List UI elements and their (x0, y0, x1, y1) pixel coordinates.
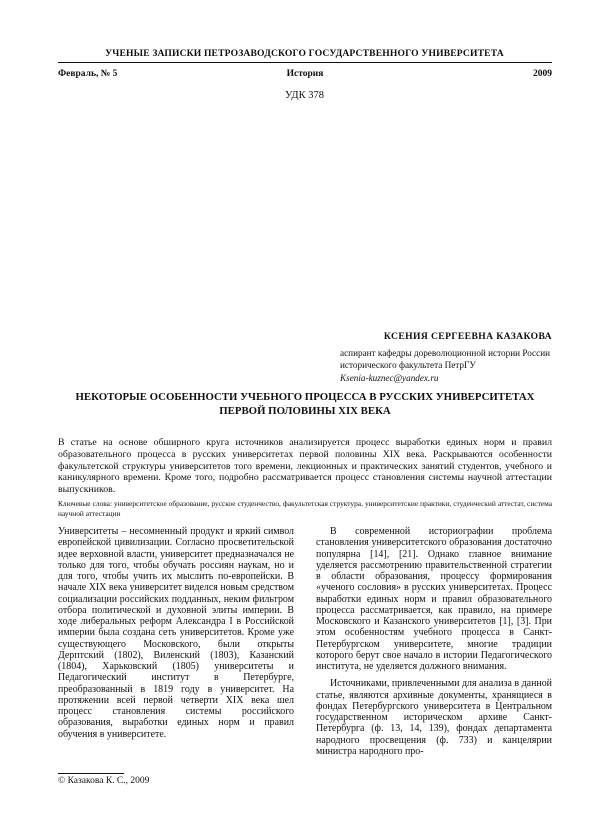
journal-title: УЧЕНЫЕ ЗАПИСКИ ПЕТРОЗАВОДСКОГО ГОСУДАРСТВЕННОГО УНИВЕРСИТЕТА (105, 48, 504, 59)
issue-number: Февраль, № 5 (58, 69, 118, 79)
article-title-line-2: ПЕРВОЙ ПОЛОВИНЫ XIX ВЕКА (219, 405, 391, 417)
article-title (58, 390, 552, 418)
author-block (340, 331, 552, 384)
author-email: Ksenia-kuznec@yandex.ru (340, 372, 439, 383)
body-paragraph: Источниками, привлеченными для анализа в данной статье, являются архивные документы, хранящиеся в фондах Петербургского университета в Центральном государственном историческом архиве Санкт-Петербурга (ф. 13, 14, 139), фондах департамента народного просвещения (ф. 733) и канцелярии министра народного про- (316, 678, 552, 757)
body-paragraph: В современной историографии проблема становления университетского образования достаточно популярна [14], [21]. Однако главное внимание уделяется рассмотрению правительственной стратегии в области образования, процессу формирования «ученого сословия» в русских университетах. Процесс выработки единых норм и правил образовательного процесса рассматривается, как правило, на примере Московского и Казанского университетов [1], [3]. При этом особенностям учебного процесса в Санкт-Петербургском университете, многие традиции которого берут свое начало в истории Педагогического института, не уделяется должного внимания. (316, 526, 552, 672)
keywords: Ключевые слова: университетское образование, русское студенчество, факультетская структура, университетские практики, студенческий аттестат, система научной аттестации (58, 499, 552, 518)
section-name: История (286, 69, 324, 79)
udk-code: УДК 378 (285, 90, 324, 101)
copyright-notice: © Казакова К. С., 2009 (58, 776, 150, 786)
footnote-rule (58, 773, 124, 774)
author-name: КСЕНИЯ СЕРГЕЕВНА КАЗАКОВА (383, 331, 552, 342)
body-column-right (316, 526, 552, 757)
article-title-line-1: НЕКОТОРЫЕ ОСОБЕННОСТИ УЧЕБНОГО ПРОЦЕССА В РУССКИХ УНИВЕРСИТЕТАХ (75, 391, 535, 403)
issue-year: 2009 (533, 69, 552, 79)
body-paragraph: Университеты – несомненный продукт и яркий символ европейской цивилизации. Согласно просветительской идее верховной власти, университет предназначался не только для того, чтобы обучать россиян наукам, но и для того, чтобы учить их мыслить по-европейски. В начале XIX века университет виделся новым средством социализации российских подданных, неким фильтром отбора политической и духовной элиты империи. В ходе либеральных реформ Александра I в Российской империи была создана сеть университетов. Кроме уже существующего Московского, были открыты Дерптский (1802), Виленский (1803), Казанский (1804), Харьковский (1805) университеты и Педагогический институт в Петербурге, преобразованный в 1819 году в университет. На протяжении всей первой четверти XIX века шел процесс становления системы российского образования, выработки единых норм и правил обучения в университете. (58, 526, 294, 740)
body-column-left (58, 526, 294, 740)
author-affiliation: аспирант кафедры дореволюционной истории России исторического факультета ПетрГУ (340, 347, 551, 370)
abstract: В статье на основе обширного круга источников анализируется процесс выработки единых норм и правил образовательного процесса в русских университетах первой половины XIX века. Раскрываются особенности факультетской структуры университетов того времени, лекционных и практических занятий студентов, учебного и каникулярного времени. Кроме того, подробно рассматривается процесс становления системы научной аттестации выпускников. (58, 437, 552, 496)
header-rule (58, 62, 552, 63)
